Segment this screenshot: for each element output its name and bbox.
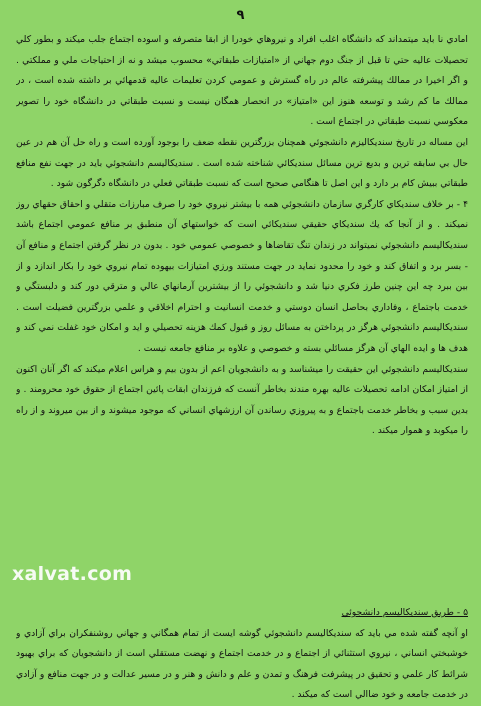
section-heading: ۵ - طريق سنديكاليسم دانشجوئي	[341, 607, 468, 618]
page-number: ۹	[236, 8, 245, 23]
paragraph-4: سنديكاليسم دانشجوئي اين حقيقت را ميشناسد و به دانشجويان اعم از بدون بيم و هراس اعلام ميكند كه اگر آنان اكنون از امتياز امكان ادامه تحصيلات عاليه بهره مندند بخاطر آنست كه فرزندان ابقات پائين اجتماع از حقوق خود محرومند . و بدين سبب و بخاطر خدمت باجتماع و به پيروزي رساندن آن ارزشهاي انساني كه موجود ميشوند و از بين ميروند و از راه را ميكوبد و هموار ميكند .	[16, 363, 468, 437]
document-body	[16, 30, 468, 590]
site-watermark: xalvat.com	[12, 563, 133, 585]
paragraph-3: ۴ - بر خلاف سنديكاي كارگري سازمان دانشجوئي همه با بيشتر نيروي خود را صرف مبارزات متقلي و احقاق حقهاي روز نميكند . و از آنجا كه يك سنديكاي حقيقي سنديكائي است كه خواستهاي آن منطبق بر منافع عمومي اجتماع باشد سنديكاليسم دانشجوئي نميتواند در زندان تنگ تقاضاها و خصوصي عمومي خود . بدون در نظر گرفتن اجتماع و منافع آن - بسر برد و اتفاق كند و خود را محدود نمايد در جهت مستند ورزي امتيازات بيهوده تمام نيروي خود را بكار اندازد و از بين ببرد چه اين چنين طرز فكري دنيا شد و دانشجوئي را از بيشترين آرمانهاي عالي و مترقي دور كند و دلبستگي و خدمت باجتماع ، وفاداري بحاصل انسان دوستي و خدمت انسانيت و احترام اخلاقي و علمي بزرگترين فضيلت است . سنديكاليسم دانشجوئي هرگز در پرداختن به مسائل روز و قبول كمك هزينه تحصيلي و ايد و امكان خود غفلت نمي كند و هدف ها و ايده الهاي آن هرگز مسائلي بسته و خصوصي و علاوه بر منافع جامعه نيست .	[16, 198, 468, 354]
paragraph-1: امادي نا بايد ميتمداند كه دانشگاه اغلب افراد و نيروهاي خودرا از ابقا متصرفه و اسوده اجتماع جلب ميكند و بطور كلي تحصيلات عاليه حتي تا قبل از جنگ دوم جهاني از «امتيازات طبقاتي» محسوب ميشد و نه از احتياجات ملي و مملكتي . و اگر اخيرا در ممالك پيشرفته عالم در راه گسترش و عمومي كردن تعليمات عاليه قدمهائي بر داشته شده است ، در ممالك ما كم رشد و توسعه هنوز اين «امتياز» در انحصار همگان نيست و نسبت طبقاتي در دانشگاه خود را تصوير معكوسي نسبت طبقاتي در اجتماع است .	[16, 34, 468, 128]
document-lower-body	[16, 603, 468, 703]
paragraph-6: او آنچه گفته شده مي بايد كه سنديكاليسم دانشجوئي گوشه ايست از تمام همگاني و جهاني روشنفكران براي آزادي و خوشبختي انساني ، نيروي استثنائي از اجتماع و در خدمت اجتماع و نهضت مستقلي است از دانشجويان كه براي بهبود شرائط كار علمي و تحقيق در پيشرفت فرهنگ و تمدن و علم و دانش و هنر و در مسير عدالت و در جهت منافع و آزادي در خدمت جامعه و خود ضاالي است كه ميكند .	[16, 627, 468, 701]
paragraph-2: اين مساله در تاريخ سنديكاليزم دانشجوئي همچنان بزرگترين نقطه ضعف را بوجود آورده است و راه حل آن هم در عين حال بي سابقه ترين و بديع ترين مسائل سنديكائي شناخته شده است . سنديكاليسم دانشجوئي بايد در جهت نفع منافع طبقاتي ببيش كام بر دارد و اين اصل تا هنگامي صحيح است كه نسبت طبقاتي فعلي در دانشگاه دگرگون شود .	[16, 136, 468, 190]
